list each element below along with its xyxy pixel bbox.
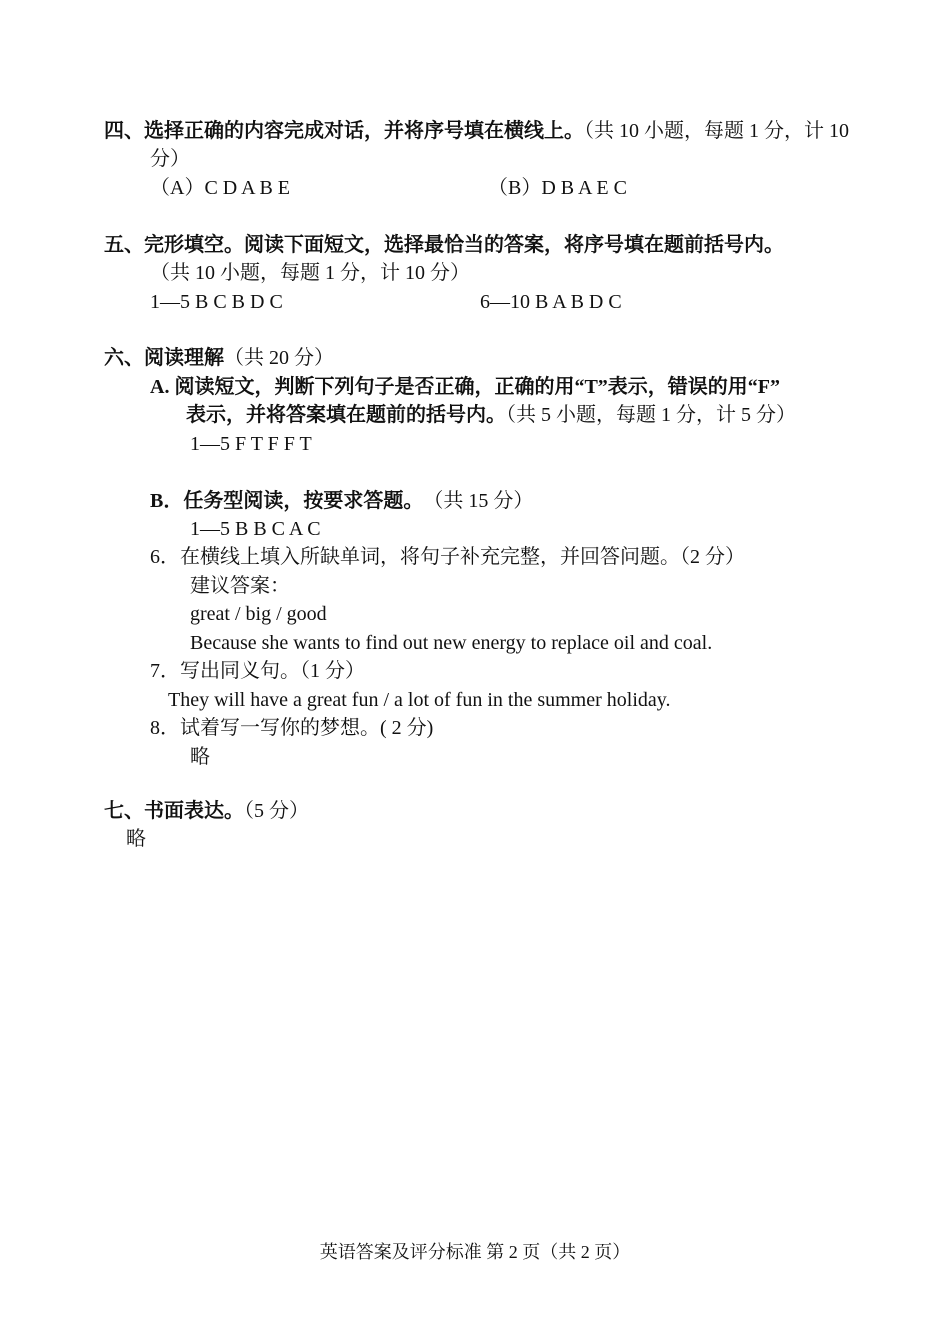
section-6b-q6: 6．在横线上填入所缺单词，将句子补充完整，并回答问题。（2 分） <box>150 546 745 568</box>
section-6b-q7-answer: They will have a great fun / a lot of fun in the summer holiday. <box>168 689 671 711</box>
section-6-title: 六、阅读理解 <box>104 347 224 369</box>
section-6a-line1: A. 阅读短文，判断下列句子是否正确，正确的用“T”表示，错误的用“F” <box>150 376 780 398</box>
page-footer: 英语答案及评分标准 第 2 页（共 2 页） <box>319 1242 631 1262</box>
section-6b-q7: 7．写出同义句。（1 分） <box>150 660 365 682</box>
section-4-answer-a: （A）C D A B E <box>150 177 291 199</box>
section-4-answer-b: （B）D B A E C <box>488 177 627 199</box>
section-6-heading <box>104 344 334 372</box>
section-7-title: 七、书面表达。 <box>104 800 244 822</box>
section-5-title: 五、完形填空。阅读下面短文，选择最恰当的答案，将序号填在题前括号内。 <box>104 234 784 256</box>
section-6b-q6-answer-1: great / big / good <box>190 603 327 625</box>
section-6b-note: （共 15 分） <box>433 490 534 512</box>
section-6b-q6-answer-2: Because she wants to find out new energy to replace oil and coal. <box>190 632 713 654</box>
section-6-note: （共 20 分） <box>224 347 334 369</box>
section-4-note: （共 10 小题，每题 1 分，计 10 <box>584 120 849 142</box>
section-6a-note: （共 5 小题，每题 1 分，计 5 分） <box>506 404 796 426</box>
section-4-heading <box>104 117 849 145</box>
section-4-note-cont: 分） <box>150 148 190 170</box>
section-7-answer: 略 <box>126 828 146 850</box>
section-7-note: （5 分） <box>244 800 309 822</box>
section-6a-line2-text: 表示，并将答案填在题前的括号内。 <box>186 404 506 426</box>
section-6b-heading <box>150 487 533 515</box>
section-5-answer-b: 6—10 B A B D C <box>480 291 622 313</box>
section-6a-answer: 1—5 F T F F T <box>190 433 312 455</box>
section-4-title: 四、选择正确的内容完成对话，并将序号填在横线上。 <box>104 120 584 142</box>
section-6a-line2 <box>186 401 796 429</box>
section-5-answer-a: 1—5 B C B D C <box>150 291 283 313</box>
section-7-heading <box>104 797 309 825</box>
section-6b-q8-answer: 略 <box>190 746 210 768</box>
section-6b-q6-hint: 建议答案： <box>190 575 290 597</box>
section-5-note: （共 10 小题，每题 1 分，计 10 分） <box>150 262 470 284</box>
section-6b-answer: 1—5 B B C A C <box>190 518 321 540</box>
section-6b-q8: 8．试着写一写你的梦想。( 2 分) <box>150 717 434 739</box>
section-6b-title: B．任务型阅读，按要求答题。 <box>150 490 424 512</box>
